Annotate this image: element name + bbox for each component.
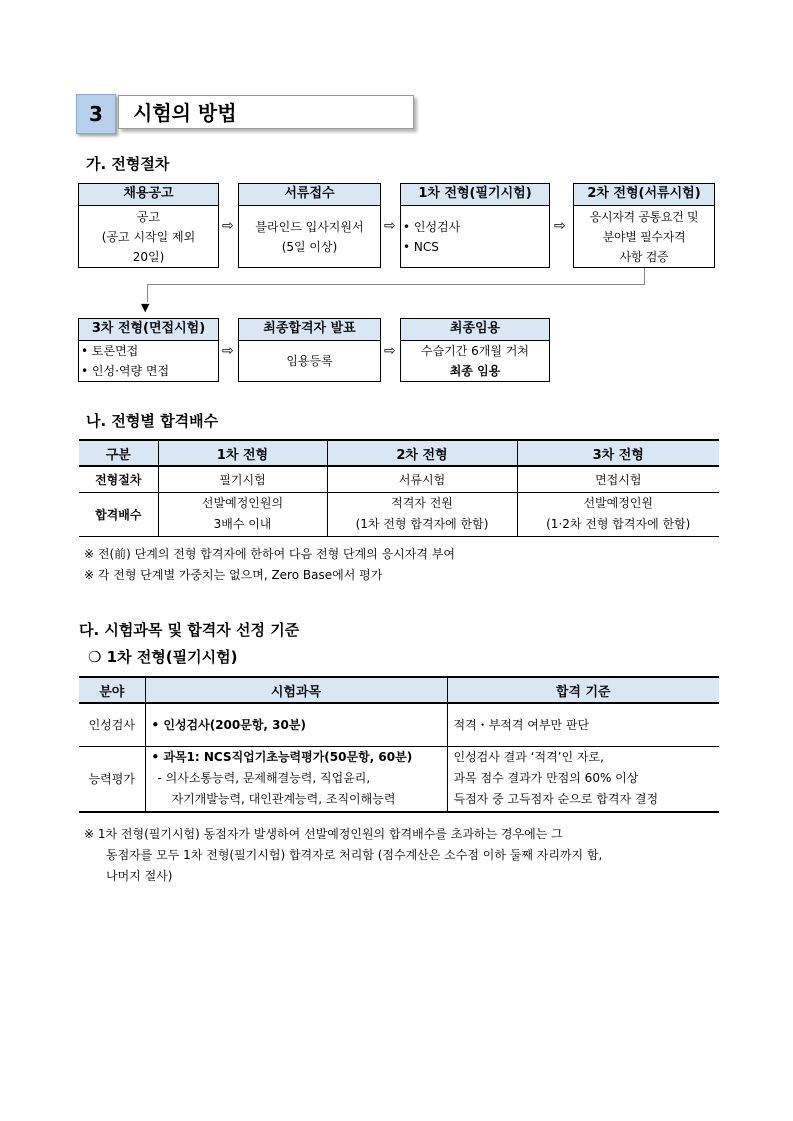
part-c-subheading: ❍ 1차 전형(필기시험) <box>88 648 238 666</box>
subject-line: - 의사소통능력, 문제해결능력, 직업윤리, <box>157 771 371 786</box>
pass-multiple-table <box>79 439 719 537</box>
table-header: 분야 <box>79 677 145 703</box>
flow-box-title: 서류접수 <box>239 184 380 206</box>
flow-box-line: • 토론면접 <box>81 344 139 358</box>
row-label: 전형절차 <box>95 472 142 487</box>
flow-box-line: 사항 검증 <box>619 250 669 264</box>
criteria-line: 인성검사 결과 ‘적격’인 자로, <box>453 750 604 765</box>
part-a-heading: 가. 전형절차 <box>86 155 170 173</box>
cell-line: 적격자 전원 <box>391 496 453 510</box>
down-arrow-icon: ▼ <box>141 301 150 314</box>
subject-cell <box>145 746 447 812</box>
flow-box-line: 수습기간 6개월 거쳐 <box>420 344 529 358</box>
connector-line <box>147 284 148 302</box>
flow-box-line: 공고 <box>136 210 161 224</box>
flow-box-line: 응시자격 공통요건 및 <box>589 210 699 224</box>
subject-cell: • 인성검사(200문항, 30분) <box>145 703 447 746</box>
table-row <box>79 703 719 746</box>
criteria-line: 과목 점수 결과가 만점의 60% 이상 <box>453 771 639 786</box>
cell-line: 선발예정인원의 <box>201 496 284 510</box>
table-cell <box>327 492 517 536</box>
table-header: 3차 전형 <box>517 440 719 466</box>
flow-box-stage1 <box>400 183 550 268</box>
flow-box-line: • 인성·역량 면접 <box>81 364 170 378</box>
flow-box-recruit-notice <box>78 183 219 268</box>
connector-line <box>147 284 645 285</box>
cell-line: (1·2차 전형 합격자에 한함) <box>546 517 691 531</box>
flow-box-line: 임용등록 <box>286 354 333 368</box>
connector-line <box>644 268 645 284</box>
flow-box-line: 최종 임용 <box>449 364 501 378</box>
right-arrow-icon: ⇨ <box>222 218 234 234</box>
flow-box-title: 3차 전형(면접시험) <box>79 319 218 341</box>
note-line: ※ 1차 전형(필기시험) 동점자가 발생하여 선발예정인원의 합격배수를 초과하는 경우에는 그 <box>84 827 563 841</box>
table-row <box>79 746 719 812</box>
note-line: 동점자를 모두 1차 전형(필기시험) 합격자로 처리함 (점수계산은 소수점 이하 둘째 자리까지 함, <box>106 848 603 862</box>
note-line: ※ 각 전형 단계별 가중치는 없으며, Zero Base에서 평가 <box>84 568 383 582</box>
right-arrow-icon: ⇨ <box>554 218 566 234</box>
right-arrow-icon: ⇨ <box>384 343 396 359</box>
flow-box-line: 20일) <box>132 250 165 264</box>
cell-line: (1차 전형 합격자에 한함) <box>355 517 489 531</box>
table-cell: 서류시험 <box>327 466 517 492</box>
cell-line: 선발예정인원 <box>583 496 654 510</box>
flow-box-line: 분야별 필수자격 <box>602 230 686 244</box>
table-row <box>79 492 719 536</box>
flow-box-stage3 <box>78 318 219 382</box>
right-arrow-icon: ⇨ <box>222 343 234 359</box>
field-cell: 인성검사 <box>88 718 135 733</box>
flow-box-line: • 인성검사 <box>403 220 461 234</box>
criteria-line: 득점자 중 고득점자 순으로 합격자 결정 <box>453 792 659 807</box>
flow-box-line: 블라인드 입사지원서 <box>255 220 364 234</box>
cell-line: 3배수 이내 <box>213 517 272 531</box>
table-header: 2차 전형 <box>327 440 517 466</box>
table-header: 구분 <box>79 440 158 466</box>
subject-line: • 과목1: NCS직업기초능력평가(50문항, 60분) <box>151 750 413 765</box>
flow-box-document-submission <box>238 183 381 268</box>
flow-box-line: • NCS <box>403 240 439 254</box>
flow-box-final-announcement <box>238 318 381 382</box>
section-title: 시험의 방법 <box>118 95 414 129</box>
flow-box-title: 2차 전형(서류시험) <box>574 184 714 206</box>
flow-box-title: 채용공고 <box>79 184 218 206</box>
flow-box-title: 1차 전형(필기시험) <box>401 184 549 206</box>
part-c-heading: 다. 시험과목 및 합격자 선정 기준 <box>79 621 300 639</box>
table-cell <box>517 492 719 536</box>
part-b-heading: 나. 전형별 합격배수 <box>86 412 219 430</box>
subject-line: 자기개발능력, 대인관계능력, 조직이해능력 <box>171 792 396 807</box>
table-header: 시험과목 <box>145 677 447 703</box>
note-line: ※ 전(前) 단계의 전형 합격자에 한하여 다음 전형 단계의 응시자격 부여 <box>84 547 455 561</box>
criteria-cell: 적격・부적격 여부만 판단 <box>447 703 719 746</box>
flow-box-final-appointment <box>400 318 550 382</box>
row-label: 합격배수 <box>79 492 158 536</box>
field-cell: 능력평가 <box>79 746 145 812</box>
table-cell <box>158 492 327 536</box>
table-header: 합격 기준 <box>447 677 719 703</box>
flow-box-title: 최종임용 <box>401 319 549 341</box>
criteria-cell <box>447 746 719 812</box>
section-number: 3 <box>76 94 116 134</box>
table-header: 1차 전형 <box>158 440 327 466</box>
flow-box-stage2 <box>573 183 715 268</box>
table-cell: 면접시험 <box>517 466 719 492</box>
right-arrow-icon: ⇨ <box>384 218 396 234</box>
exam-subjects-table <box>79 676 719 813</box>
note-line: 나머지 절사) <box>106 869 173 883</box>
flow-box-line: (공고 시작일 제외 <box>101 230 196 244</box>
flow-box-title: 최종합격자 발표 <box>239 319 380 341</box>
flow-box-line: (5일 이상) <box>281 240 338 254</box>
table-row <box>79 466 719 492</box>
table-cell: 필기시험 <box>158 466 327 492</box>
